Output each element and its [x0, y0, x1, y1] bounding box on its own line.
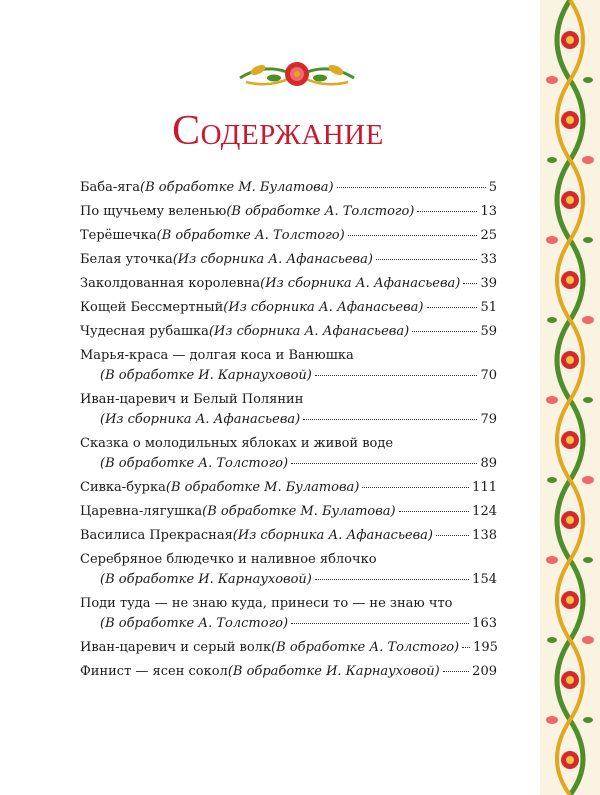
dot-leader — [463, 283, 477, 284]
entry-title: Иван-царевич и Белый Полянин — [80, 392, 304, 407]
dot-leader — [315, 375, 478, 376]
toc-entry[interactable] — [80, 594, 497, 634]
entry-source: (Из сборника А. Афанасьева) — [172, 252, 373, 267]
page-number: 124 — [472, 504, 497, 519]
toc-entry[interactable] — [80, 226, 497, 246]
entry-source: (В обработке М. Булатова) — [202, 504, 396, 519]
page-number: 70 — [480, 368, 497, 383]
toc-entry[interactable] — [80, 638, 497, 658]
toc-entry[interactable] — [80, 434, 497, 474]
entry-title: Заколдованная королевна — [80, 276, 261, 291]
toc-entry[interactable] — [80, 478, 497, 498]
dot-leader — [376, 259, 478, 260]
entry-source: (В обработке И. Карнауховой) — [227, 664, 440, 679]
toc-entry[interactable] — [80, 550, 497, 590]
entry-source: (В обработке А. Толстого) — [100, 456, 289, 471]
page-number: 209 — [472, 664, 497, 679]
page-number: 25 — [480, 228, 497, 243]
entry-source: (Из сборника А. Афанасьева) — [208, 324, 410, 339]
page-number: 33 — [480, 252, 497, 267]
page-number: 59 — [480, 324, 497, 339]
entry-source: (В обработке И. Карнауховой) — [100, 368, 312, 383]
floral-ornament-icon — [236, 56, 358, 92]
page-number: 39 — [480, 276, 497, 291]
dot-leader — [417, 211, 477, 212]
entry-title: Баба-яга — [80, 180, 141, 195]
dot-leader — [348, 235, 478, 236]
page-number: 111 — [472, 480, 497, 495]
page-number: 13 — [480, 204, 497, 219]
dot-leader — [462, 647, 470, 648]
entry-title: Серебряное блюдечко и наливное яблочко — [80, 552, 377, 567]
toc-entry[interactable] — [80, 298, 497, 318]
entry-title: Сказка о молодильных яблоках и живой воде — [80, 436, 394, 451]
dot-leader — [412, 331, 477, 332]
toc-entry[interactable] — [80, 502, 497, 522]
toc-entry[interactable] — [80, 274, 497, 294]
entry-source: (Из сборника А. Афанасьева) — [260, 276, 461, 291]
entry-source: (Из сборника А. Афанасьева) — [232, 528, 434, 543]
toc-entry[interactable] — [80, 250, 497, 270]
table-of-contents — [80, 178, 497, 686]
entry-title: Иван-царевич и серый волк — [80, 640, 272, 655]
dot-leader — [427, 307, 478, 308]
entry-title: Кощей Бессмертный — [80, 300, 224, 315]
page-number: 163 — [472, 616, 497, 631]
entry-source: (В обработке М. Булатова) — [140, 180, 334, 195]
entry-source: (В обработке И. Карнауховой) — [100, 572, 312, 587]
dot-leader — [337, 187, 486, 188]
entry-source: (В обработке А. Толстого) — [156, 228, 345, 243]
entry-title: Чудесная рубашка — [80, 324, 209, 339]
entry-title: Василиса Прекрасная — [80, 528, 233, 543]
entry-source: (В обработке А. Толстого) — [271, 640, 460, 655]
entry-source: (Из сборника А. Афанасьева) — [100, 412, 301, 427]
entry-title: Сивка-бурка — [80, 480, 166, 495]
entry-title: Белая уточка — [80, 252, 173, 267]
page-number: 5 — [488, 180, 497, 195]
dot-leader — [436, 535, 469, 536]
dot-leader — [362, 487, 469, 488]
page-number: 195 — [473, 640, 498, 655]
toc-entry[interactable] — [80, 202, 497, 222]
toc-entry[interactable] — [80, 178, 497, 198]
entry-title: Поди туда — не знаю куда, принеси то — не знаю что — [80, 596, 453, 611]
entry-title: Финист — ясен сокол — [80, 664, 228, 679]
entry-title: Марья-краса — долгая коса и Ванюшка — [80, 348, 354, 363]
toc-entry[interactable] — [80, 390, 497, 430]
toc-entry[interactable] — [80, 526, 497, 546]
dot-leader — [399, 511, 470, 512]
entry-title: Царевна-лягушка — [80, 504, 203, 519]
toc-entry[interactable] — [80, 346, 497, 386]
page-number: 154 — [472, 572, 497, 587]
entry-source: (Из сборника А. Афанасьева) — [223, 300, 424, 315]
entry-source: (В обработке М. Булатова) — [165, 480, 360, 495]
page-number: 79 — [480, 412, 497, 427]
entry-title: По щучьему веленью — [80, 204, 227, 219]
entry-title: Терёшечка — [80, 228, 157, 243]
entry-source: (В обработке А. Толстого) — [226, 204, 415, 219]
dot-leader — [291, 463, 477, 464]
toc-entry[interactable] — [80, 662, 497, 682]
page-number: 51 — [480, 300, 497, 315]
page-number: 138 — [472, 528, 497, 543]
page-number: 89 — [480, 456, 497, 471]
dot-leader — [315, 579, 469, 580]
dot-leader — [291, 623, 469, 624]
dot-leader — [443, 671, 470, 672]
dot-leader — [303, 419, 477, 420]
page-title: Содержание — [172, 108, 384, 154]
entry-source: (В обработке А. Толстого) — [100, 616, 289, 631]
toc-entry[interactable] — [80, 322, 497, 342]
